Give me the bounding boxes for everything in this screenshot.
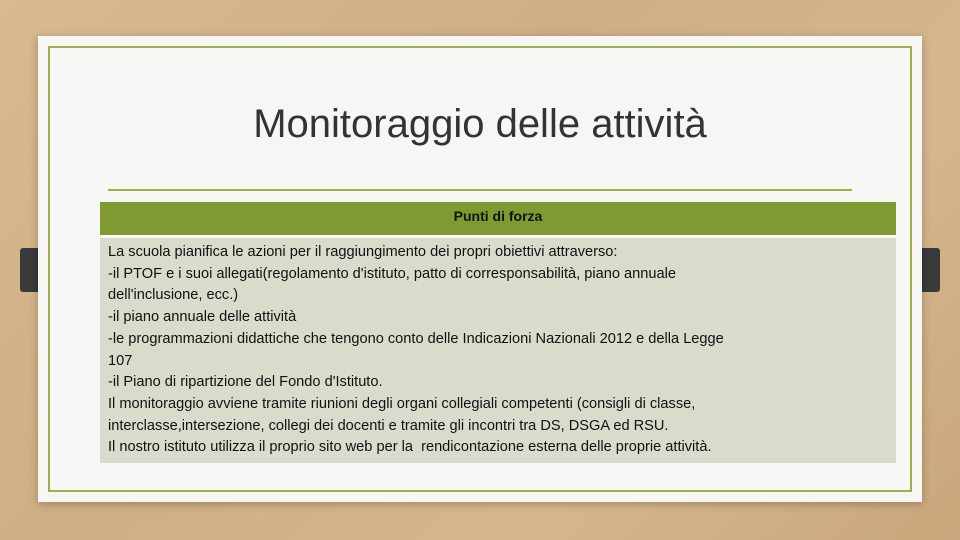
body-line: -il piano annuale delle attività [108, 309, 297, 326]
slide-title: Monitoraggio delle attività [253, 102, 707, 146]
title-divider [108, 189, 852, 191]
slide [38, 36, 922, 502]
body-line: -il PTOF e i suoi allegati(regolamento d'istituto, patto di corresponsabilità, piano annuale [108, 265, 676, 282]
strengths-table [100, 202, 896, 463]
body-line: dell'inclusione, ecc.) [108, 287, 239, 304]
body-line: Il monitoraggio avviene tramite riunioni degli organi collegiali competenti (consigli di classe, [108, 395, 696, 412]
body-line: 107 [108, 352, 133, 369]
body-line: Il nostro istituto utilizza il proprio sito web per la rendicontazione esterna delle proprie attività. [108, 439, 712, 456]
table-body [100, 238, 896, 463]
table-header: Punti di forza [100, 202, 896, 235]
body-line: -il Piano di ripartizione del Fondo d'Istituto. [108, 374, 383, 391]
body-line: La scuola pianifica le azioni per il raggiungimento dei propri obiettivi attraverso: [108, 244, 618, 260]
body-line: interclasse,intersezione, collegi dei docenti e tramite gli incontri tra DS, DSGA ed RSU. [108, 417, 669, 434]
body-line: -le programmazioni didattiche che tengono conto delle Indicazioni Nazionali 2012 e della Legge [108, 330, 724, 347]
